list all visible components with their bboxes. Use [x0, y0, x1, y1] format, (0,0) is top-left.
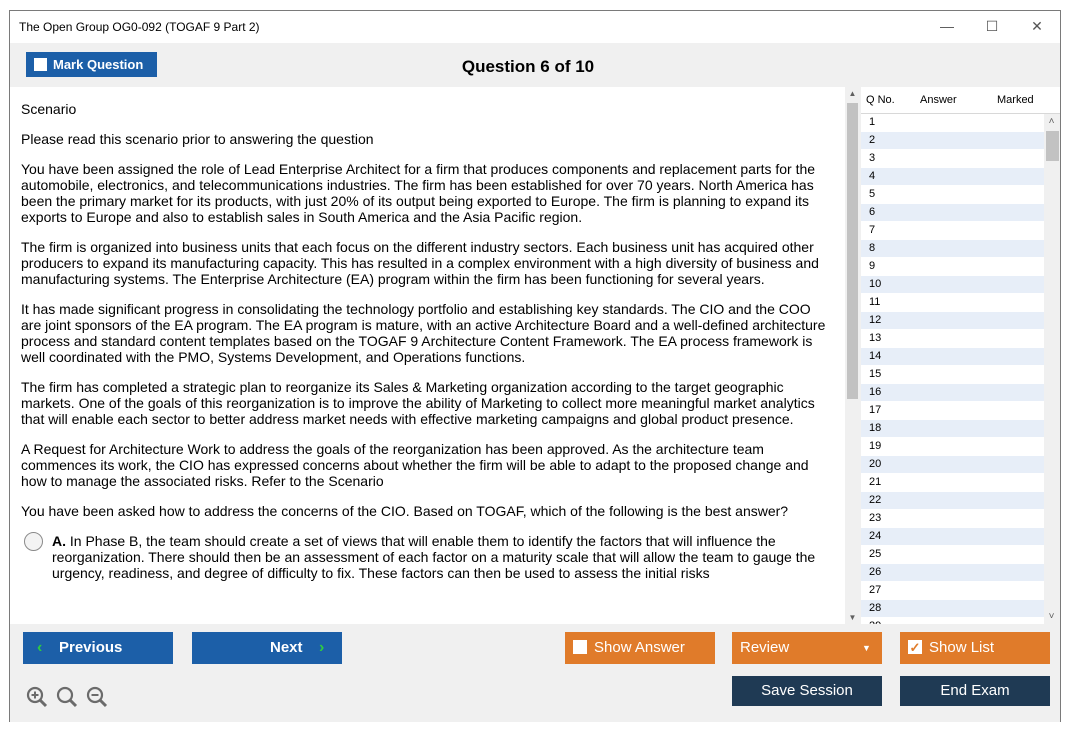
- question-list-row[interactable]: 5: [861, 186, 1044, 204]
- question-list-row[interactable]: 25: [861, 546, 1044, 564]
- question-scrollbar[interactable]: [845, 87, 860, 624]
- scroll-down-icon[interactable]: ▼: [848, 613, 857, 622]
- maximize-button[interactable]: ☐: [985, 18, 999, 34]
- question-list-row[interactable]: 28: [861, 600, 1044, 618]
- col-marked: Marked: [997, 94, 1034, 106]
- question-list-row[interactable]: 18: [861, 420, 1044, 438]
- review-dropdown[interactable]: [732, 632, 882, 664]
- scenario-paragraph: The firm has completed a strategic plan to reorganize its Sales & Marketing organization according to the target geographic markets. One of the goals of this reorganization is to improve the ability of Marketing to collect more meaningful market analytics that will enable each sector to better address market needs with effective marketing campaigns and global product presence.: [21, 379, 815, 427]
- option-a-letter: A.: [52, 533, 66, 549]
- checked-checkbox-icon: ✓: [909, 640, 921, 655]
- zoom-reset-icon[interactable]: [56, 686, 78, 708]
- question-list-row[interactable]: 2: [861, 132, 1044, 150]
- next-button[interactable]: [192, 632, 342, 664]
- question-list-row[interactable]: 27: [861, 582, 1044, 600]
- show-list-label: Show List: [929, 639, 995, 656]
- option-a-text: In Phase B, the team should create a set of views that will enable them to identify the factors that will influence the reorganization. There should then be an assessment of each factor on a maturity scale that will allow the team to gauge the urgency, readiness, and degree of difficulty to fix. These factors can then be used to assess the initial risks: [52, 533, 816, 581]
- scenario-paragraph: A Request for Architecture Work to address the goals of the reorganization has been approved. As the architecture team commences its work, the CIO has expressed concerns about whether the firm will be able to adapt to the proposed change and how to manage the associated risks. Refer to the Scenario: [21, 441, 809, 489]
- question-list-row[interactable]: 8: [861, 240, 1044, 258]
- question-list-row[interactable]: 9: [861, 258, 1044, 276]
- question-list-row[interactable]: 11: [861, 294, 1044, 312]
- question-list-row[interactable]: 23: [861, 510, 1044, 528]
- option-a-radio[interactable]: [24, 532, 43, 551]
- close-button[interactable]: ✕: [1031, 18, 1043, 34]
- save-session-button[interactable]: Save Session: [732, 676, 882, 706]
- review-label: Review: [740, 639, 790, 656]
- app-window: [9, 10, 1061, 722]
- question-list-row[interactable]: 13: [861, 330, 1044, 348]
- zoom-out-icon[interactable]: [86, 686, 108, 708]
- question-list-row[interactable]: 10: [861, 276, 1044, 294]
- show-answer-label: Show Answer: [594, 639, 685, 656]
- checkbox-icon: [573, 640, 587, 654]
- scrollbar-thumb[interactable]: [847, 103, 858, 399]
- question-list-row[interactable]: 16: [861, 384, 1044, 402]
- question-list-row[interactable]: 6: [861, 204, 1044, 222]
- question-list-row[interactable]: 19: [861, 438, 1044, 456]
- scenario-intro: Please read this scenario prior to answering the question: [21, 131, 374, 147]
- question-list-header: [861, 87, 1060, 114]
- col-qno: Q No.: [866, 94, 895, 106]
- scroll-up-icon[interactable]: ▲: [848, 89, 857, 98]
- question-list-row[interactable]: 26: [861, 564, 1044, 582]
- question-toolbar: [10, 43, 1060, 87]
- chevron-up-icon[interactable]: ˄: [1048, 116, 1055, 127]
- question-prompt: You have been asked how to address the concerns of the CIO. Based on TOGAF, which of the following is the best answer?: [21, 503, 789, 519]
- question-list-rows: [861, 114, 1044, 624]
- question-list-row[interactable]: 22: [861, 492, 1044, 510]
- mark-question-label: Mark Question: [53, 57, 144, 72]
- question-pane: [10, 87, 845, 624]
- previous-button[interactable]: [23, 632, 173, 664]
- list-scrollbar-thumb[interactable]: [1046, 131, 1059, 161]
- col-answer: Answer: [920, 94, 957, 106]
- bottom-bar: [10, 624, 1060, 722]
- chevron-down-icon[interactable]: ˅: [1048, 611, 1055, 622]
- question-list-row[interactable]: 3: [861, 150, 1044, 168]
- scenario-paragraph: You have been assigned the role of Lead Enterprise Architect for a firm that produces components and replacement parts for the automobile, electronics, and telecommunications industries. The firm has been established for over 70 years. North America has been the primary market for its products, with just 20% of its output being exported to Europe. The firm is planning to expand its exports to Europe and also to establish sales in South America and the Asia Pacific region.: [21, 161, 816, 225]
- question-list-row[interactable]: 17: [861, 402, 1044, 420]
- question-list: [861, 87, 1060, 624]
- scenario-paragraph: It has made significant progress in consolidating the technology portfolio and establishing key standards. The CIO and the COO are joint sponsors of the EA program. The EA program is mature, with an active Architecture Board and a well-defined architecture process and standard content templates based on the TOGAF 9 Architecture Content Framework. The EA process framework is well coordinated with the PMO, Systems Development, and Operations functions.: [21, 301, 826, 365]
- scenario-paragraph: The firm is organized into business units that each focus on the different industry sectors. Each business unit has acquired other producers to expand its manufacturing capacity. This has resulted in a complex environment with a high diversity of business and manufacturing systems. The Enterprise Architecture (EA) program within the firm has been functioning for several years.: [21, 239, 819, 287]
- previous-label: Previous: [59, 639, 123, 656]
- question-list-row[interactable]: 7: [861, 222, 1044, 240]
- chevron-left-icon: ‹: [37, 639, 43, 656]
- question-list-row[interactable]: 12: [861, 312, 1044, 330]
- title-bar: [10, 11, 1060, 43]
- show-answer-button[interactable]: [565, 632, 715, 664]
- dropdown-arrow-icon: ▼: [862, 643, 871, 653]
- question-list-row[interactable]: 4: [861, 168, 1044, 186]
- question-list-row[interactable]: 15: [861, 366, 1044, 384]
- option-a[interactable]: [21, 533, 833, 581]
- scenario-heading: Scenario: [21, 101, 77, 117]
- zoom-in-icon[interactable]: [26, 686, 48, 708]
- minimize-button[interactable]: —: [940, 18, 954, 34]
- window-title: The Open Group OG0-092 (TOGAF 9 Part 2): [19, 20, 260, 34]
- question-list-row[interactable]: 21: [861, 474, 1044, 492]
- list-scrollbar[interactable]: [1044, 114, 1060, 624]
- end-exam-button[interactable]: End Exam: [900, 676, 1050, 706]
- question-list-row[interactable]: 14: [861, 348, 1044, 366]
- show-list-button[interactable]: [900, 632, 1050, 664]
- question-list-row[interactable]: 24: [861, 528, 1044, 546]
- question-list-row[interactable]: 20: [861, 456, 1044, 474]
- question-list-row[interactable]: 1: [861, 114, 1044, 132]
- chevron-right-icon: ›: [319, 639, 325, 656]
- next-label: Next: [270, 639, 303, 656]
- question-counter: Question 6 of 10: [461, 57, 595, 76]
